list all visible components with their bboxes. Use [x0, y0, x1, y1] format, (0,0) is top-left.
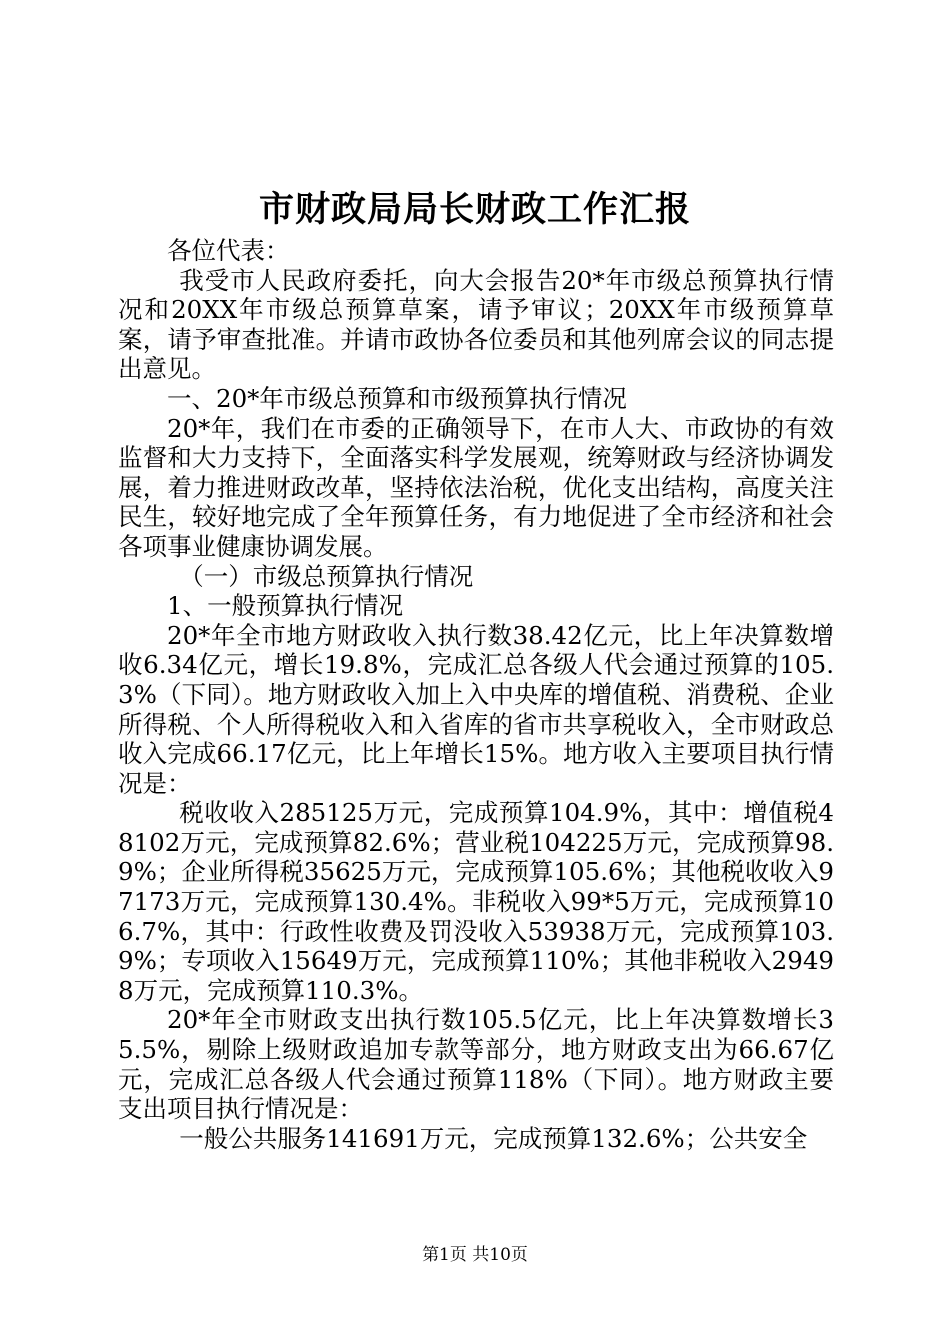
subsection-heading-1-1: 1、一般预算执行情况 [167, 591, 404, 621]
document-title: 市财政局局长财政工作汇报 [258, 189, 691, 230]
salutation-paragraph: 各位代表： [167, 236, 290, 265]
overview-paragraph: 20*年，我们在市委的正确领导下，在市人大、市政协的有效监督和大力支持下，全面落实科学发展观，统筹财政与经济协调发展，着力推进财政改革，坚持依法治税，优化支出结构，高度关注民生，较好地完成了全年预算任务，有力地促进了全市经济和社会各项事业健康协调发展。 [118, 413, 834, 561]
page-number-footer: 第1页 共10页 [422, 1245, 528, 1265]
revenue-paragraph: 20*年全市地方财政收入执行数38.42亿元，比上年决算数增收6.34亿元，增长19.8%，完成汇总各级人代会通过预算的105.3%（下同）。地方财政收入加上入中央库的增值税、消费税、企业所得税、个人所得税收入和入省库的省市共享税收入，全市财政总收入完成66.17亿元，比上年增长15%。地方收入主要项目执行情况是： [118, 620, 834, 798]
document-body [118, 236, 834, 1153]
public-services-paragraph: 一般公共服务141691万元，完成预算132.6%；公共安全 [179, 1123, 808, 1153]
tax-revenue-paragraph: 税收收入285125万元，完成预算104.9%，其中：增值税48102万元，完成预算82.6%；营业税104225万元，完成预算98.9%；企业所得税35625万元，完成预算105.6%；其他税收收入97173万元，完成预算130.4%。非税收入99*5万元，完成预算106.7%，其中：行政性收费及罚没收入53938万元，完成预算103.9%；专项收入15649万元，完成预算110%；其他非税收入29498万元，完成预算110.3%。 [118, 798, 834, 1005]
intro-paragraph: 我受市人民政府委托，向大会报告20*年市级总预算执行情况和20XX年市级总预算草案，请予审议；20XX年市级预算草案，请予审查批准。并请市政协各位委员和其他列席会议的同志提出意见。 [118, 265, 834, 384]
subsection-heading-1: （一）市级总预算执行情况 [179, 561, 474, 591]
section-heading-1: 一、20*年市级总预算和市级预算执行情况 [167, 383, 627, 413]
expenditure-paragraph: 20*年全市财政支出执行数105.5亿元，比上年决算数增长35.5%，剔除上级财政追加专款等部分，地方财政支出为66.67亿元，完成汇总各级人代会通过预算118%（下同）。地方财政主要支出项目执行情况是： [118, 1005, 834, 1124]
